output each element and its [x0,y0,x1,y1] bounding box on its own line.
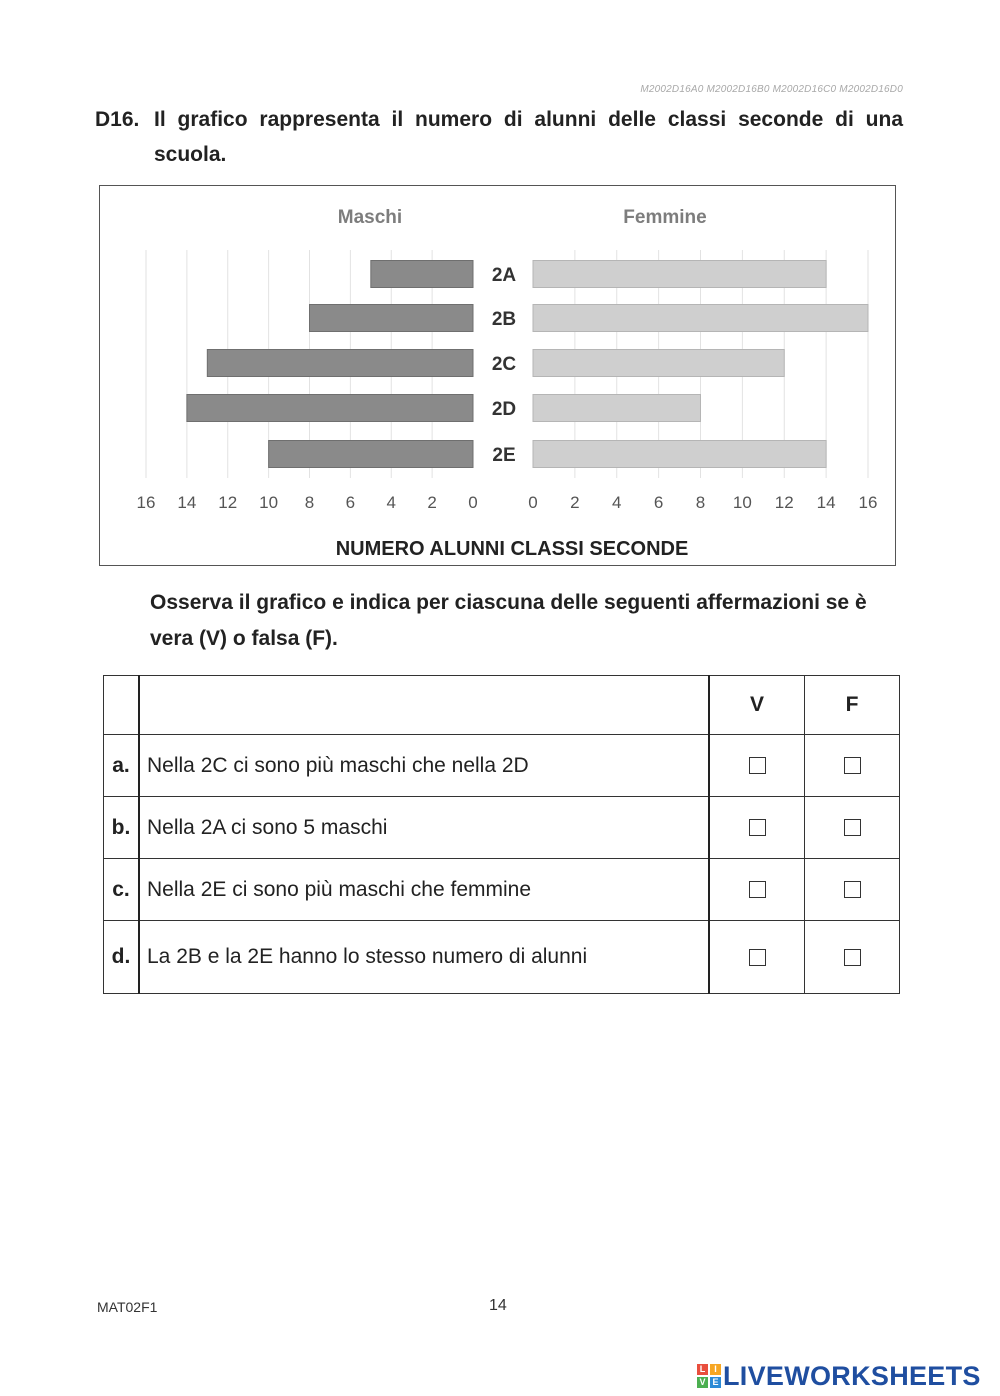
tick-label: 12 [218,493,238,512]
row-statement: La 2B e la 2E hanno lo stesso numero di alunni [139,921,709,994]
table-header-row [104,676,900,735]
header-v: V [709,676,805,735]
row-label: b. [104,797,140,859]
tick-label: 12 [774,493,794,512]
tick-label: 10 [732,493,752,512]
checkbox-false-a[interactable] [844,757,861,774]
bar-femmine [533,395,701,422]
question [95,102,903,172]
bar-maschi [269,441,473,468]
page-number: 14 [489,1297,507,1314]
table-row [104,735,900,797]
x-axis-title: NUMERO ALUNNI CLASSI SECONDE [335,538,689,560]
tick-label: 14 [816,493,836,512]
tick-label: 0 [528,493,538,512]
row-label: c. [104,859,140,921]
legend-maschi: Maschi [337,207,403,228]
bar-maschi [187,395,473,422]
table-row [104,921,900,994]
legend-femmine: Femmine [623,207,707,228]
brand-name: LIVEWORKSHEETS [723,1360,981,1391]
brand-icon-letter: L [697,1364,708,1375]
brand-icon-letter: V [697,1377,708,1388]
brand-icon-letter: E [710,1377,721,1388]
bar-femmine [533,350,784,377]
tick-label: 6 [653,493,664,512]
checkbox-true-c[interactable] [749,881,766,898]
category-label: 2E [492,445,516,466]
category-label: 2A [491,265,517,286]
bar-maschi [207,350,473,377]
brand-logo-icon [697,1364,721,1388]
row-statement: Nella 2E ci sono più maschi che femmine [139,859,709,921]
butterfly-chart [100,186,897,567]
true-false-table [103,675,900,994]
header-statement-cell [139,676,709,735]
header-label-cell [104,676,140,735]
question-number: D16. [95,108,140,131]
row-label: a. [104,735,140,797]
checkbox-true-b[interactable] [749,819,766,836]
header-f: F [805,676,900,735]
category-label: 2D [491,399,517,420]
tick-label: 10 [259,493,279,512]
category-label: 2B [491,309,517,330]
tick-label: 0 [468,493,478,512]
question-text: Il grafico rappresenta il numero di alunni delle classi seconde di una scuola. [154,108,903,166]
tick-label: 6 [345,493,356,512]
row-label: d. [104,921,140,994]
table-row [104,859,900,921]
item-codes: M2002D16A0 M2002D16B0 M2002D16C0 M2002D16D0 [640,84,903,95]
tick-label: 14 [177,493,197,512]
tick-label: 2 [570,493,580,512]
bar-femmine [533,441,826,468]
instructions: Osserva il grafico e indica per ciascuna delle seguenti affermazioni se è vera (V) o falsa (F). [150,591,867,650]
checkbox-false-b[interactable] [844,819,861,836]
table-row [104,797,900,859]
tick-label: 4 [386,493,396,512]
tick-label: 16 [858,493,878,512]
checkbox-true-a[interactable] [749,757,766,774]
checkbox-false-d[interactable] [844,949,861,966]
tick-label: 2 [427,493,437,512]
footer-code: MAT02F1 [97,1299,158,1315]
tick-label: 8 [304,493,315,512]
bar-femmine [533,305,868,332]
bar-femmine [533,261,826,288]
brand-logo [697,1362,981,1390]
brand-icon-letter: I [710,1364,721,1375]
bar-maschi [371,261,473,288]
checkbox-true-d[interactable] [749,949,766,966]
chart [99,185,896,566]
bar-maschi [310,305,474,332]
tick-label: 4 [612,493,622,512]
row-statement: Nella 2C ci sono più maschi che nella 2D [139,735,709,797]
tick-label: 16 [136,493,156,512]
category-label: 2C [491,354,517,375]
checkbox-false-c[interactable] [844,881,861,898]
tick-label: 8 [695,493,706,512]
row-statement: Nella 2A ci sono 5 maschi [139,797,709,859]
